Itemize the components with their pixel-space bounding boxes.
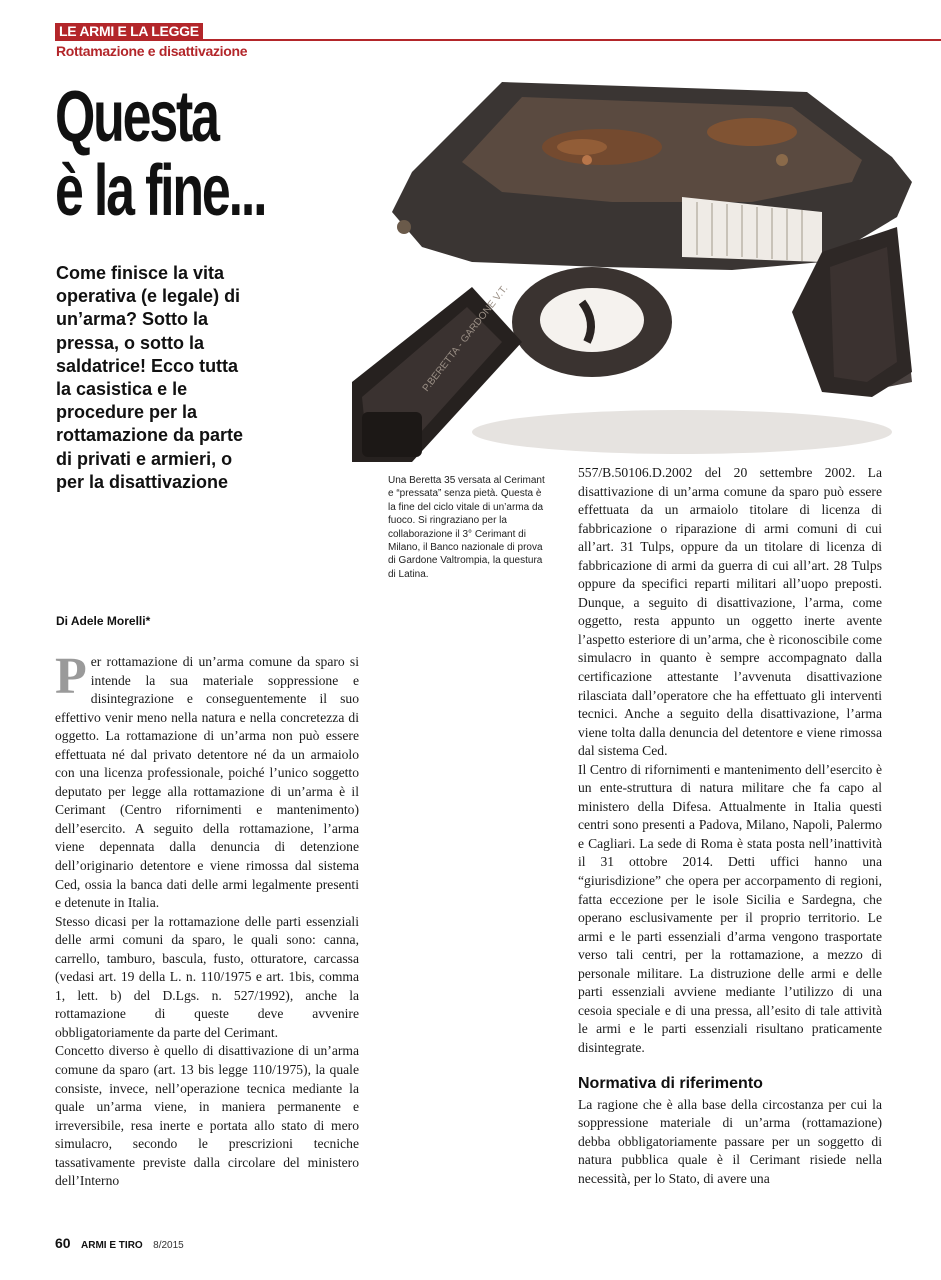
body-paragraph: Stesso dicasi per la rottamazione delle parti essenziali delle armi comuni da sparo, le quali sono: canna, carrello, tamburo, bascula, fusto, otturatore, carcassa (vedasi art. 19 della L. n. 110/1975 e art. 1bis, comma 1, lett. b) del D.Lgs. n. 527/1992), anche la rottamazione di queste deve avvenire obbligatoriamente da parte del Cerimant. [55, 913, 359, 1040]
body-paragraph: 557/B.50106.D.2002 del 20 settembre 2002. La disattivazione di un’arma comune da sparo può essere effettuata da un armaiolo titolare di licenza di fabbricazione o riparazione di armi comuni di cui all’art. 31 Tulps, oppure da un titolare di licenza di fabbricazione di armi da guerra di cui all’art. 28 Tulps oppure da specifici reparti militari all’uopo preposti. Dunque, a seguito di disattivazione, l’arma, come oggetto, resta appunto un oggetto inerte avente l’aspetto esteriore di un’arma, che è riconoscibile come simulacro in quanto è sempre accompagnato dalla certificazione attestante l’avvenuta disattivazione rilasciata dall’operatore che ha effettuato gli interventi tecnici. Anche a seguito della disattivazione, l’arma viene tolta dalla denuncia del detentore e viene rimossa dal sistema Ced. [578, 465, 882, 759]
section-tag: LE ARMI E LA LEGGE [55, 23, 203, 39]
title-line-1: Questa [55, 77, 218, 157]
issue-number: 8/2015 [153, 1240, 184, 1251]
svg-text:P.BERETTA - GARDONE V.T.: P.BERETTA - GARDONE V.T. [420, 283, 511, 394]
pistol-photo [352, 52, 941, 472]
body-column-left [55, 648, 359, 1191]
subsection-label: Rottamazione e disattivazione [56, 43, 248, 59]
title-line-2: è la fine... [55, 151, 266, 231]
magazine-name: ARMI E TIRO [81, 1240, 143, 1251]
body-paragraph [55, 648, 359, 913]
body-paragraph: Concetto diverso è quello di disattivazione di un’arma comune da sparo (art. 13 bis legge 110/1975), la quale consiste, invece, nell’operazione tecnica mediante la quale un’arma viene, in maniera permanente e irreversibile, resa inerte e portata allo stato di mero simulacro, secondo le prescrizioni tecniche tassativamente previste dalla circolare del ministero dell’Interno [55, 1043, 359, 1189]
body-paragraph: La ragione che è alla base della circostanza per cui la soppressione materiale di un’arma (rottamazione) debba obbligatoriamente passare per un soggetto di natura pubblica quale è il Cerimant risiede nella necessità, per lo Stato, di avere una [578, 1096, 882, 1186]
page-number: 60 [55, 1235, 71, 1251]
drop-cap: P [55, 648, 87, 705]
article-title [55, 77, 266, 231]
byline: Di Adele Morelli* [56, 614, 151, 628]
page-footer [55, 1235, 184, 1253]
section-heading: Normativa di riferimento [578, 1074, 763, 1092]
photo-caption: Una Beretta 35 versata al Cerimant e “pressata” senza pietà. Questa è la fine del ciclo vitale di un’arma da fuoco. Si ringraziano per la collaborazione il 3° Cerimant di Milano, il Banco nazionale di prova di Gardone Valtrompia, la questura di Latina. [388, 475, 545, 580]
body-column-right [578, 464, 882, 1188]
lead-paragraph: Come finisce la vita operativa (e legale) di un’arma? Sotto la pressa, o sotto la saldatrice! Ecco tutta la casistica e le procedure per la rottamazione da parte di privati e armieri, o per la disattivazione [56, 263, 244, 492]
body-paragraph: Il Centro di rifornimenti e mantenimento dell’esercito è un ente-struttura di natura militare che fa capo al ministero della Difesa. Attualmente in Italia questi centri sono presenti a Padova, Milano, Napoli, Palermo e Cagliari. La sede di Roma è stata posta nell’inattività il 31 ottobre 2014. Detti uffici hanno una “giurisdizione” che opera per accorpamento di regioni, fatta eccezione per le isole Sicilia e Sardegna, che operano esclusivamente per il proprio territorio. Le armi e le parti essenziali d’arma vengono trasportate verso tali centri, per la rottamazione, a mezzo di personale militare. La distruzione delle armi e delle parti essenziali avviene mediante l’utilizzo di una cesoia speciale e di una pressa, all’esito di tale attività le armi e le parti essenziali risultano praticamente disintegrate. [578, 761, 882, 1055]
paragraph-text: er rottamazione di un’arma comune da sparo si intende la sua materiale soppressione e disintegrazione e conseguentemente il suo effettivo venir meno nella natura e nella concretezza di oggetto. La rottamazione di un’arma non può essere effettuata né dal privato detentore né da un armaiolo con una licenza professionale, poiché l’unico soggetto deputato per legge alla rottamazione di un’arma è il Cerimant (Centro rifornimenti e mantenimento) dell’esercito. A seguito della rottamazione, l’arma viene depennata dalla denuncia di detenzione dell’originario detentore e viene rimossa dal sistema Ced, ossia la banca dati delle armi legalmente presenti e detenute in Italia. [55, 654, 359, 911]
header-rule [55, 39, 941, 41]
